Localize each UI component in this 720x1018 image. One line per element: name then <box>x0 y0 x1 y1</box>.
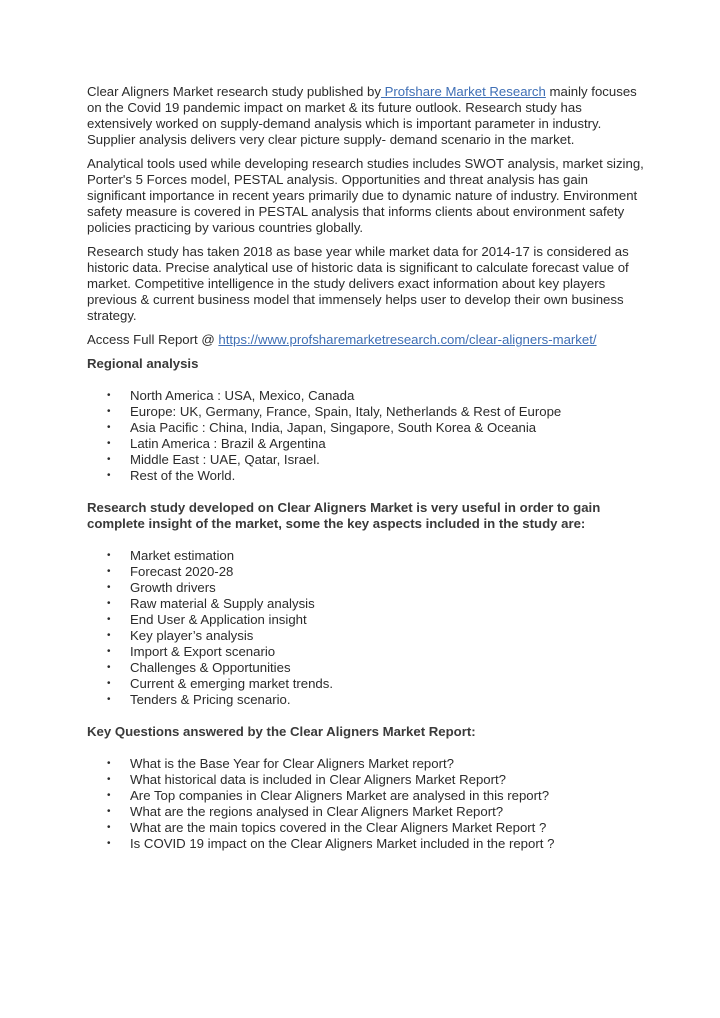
list-item <box>87 692 647 708</box>
list-item-text: Tenders & Pricing scenario. <box>130 692 291 707</box>
list-item-text: Forecast 2020-28 <box>130 564 234 579</box>
list-item-text: Latin America : Brazil & Argentina <box>130 436 326 451</box>
list-item-text: Raw material & Supply analysis <box>130 596 315 611</box>
bullet-icon: • <box>107 774 111 785</box>
bullet-icon: • <box>107 390 111 401</box>
bullet-icon: • <box>107 582 111 593</box>
list-item-text: Asia Pacific : China, India, Japan, Singapore, South Korea & Oceania <box>130 420 537 435</box>
list-item-text: North America : USA, Mexico, Canada <box>130 388 355 403</box>
bullet-icon: • <box>107 614 111 625</box>
list-item-text: What is the Base Year for Clear Aligners Market report? <box>130 756 454 771</box>
intro-text-end: mainly focuses on the Covid 19 pandemic impact on market & its future outlook. Research study has extensively worked on supply-demand analysis which is important parameter in industry. Supplier analysis delivers very clear picture supply- demand scenario in the market. <box>87 84 637 147</box>
list-item-text: What historical data is included in Clear Aligners Market Report? <box>130 772 507 787</box>
list-item <box>87 548 647 564</box>
list-item-text: Are Top companies in Clear Aligners Market are analysed in this report? <box>130 788 550 803</box>
list-item <box>87 468 647 484</box>
intro-paragraph-3: Research study has taken 2018 as base year while market data for 2014-17 is considered as historic data. Precise analytical use of historic data is significant to calculate forecast value of market. Competitive intelligence in the study delivers exact information about key players previous & current business model that immensely helps user to develop their own business strategy. <box>87 244 629 323</box>
list-item-text: Current & emerging market trends. <box>130 676 334 691</box>
bullet-icon: • <box>107 454 111 465</box>
bullet-icon: • <box>107 646 111 657</box>
bullet-icon: • <box>107 678 111 689</box>
report-url-link[interactable]: https://www.profsharemarketresearch.com/clear-aligners-market/ <box>218 332 597 347</box>
intro-text-start: Clear Aligners Market research study published by <box>87 84 381 99</box>
list-item-text: Middle East : UAE, Qatar, Israel. <box>130 452 320 467</box>
list-item <box>87 804 647 820</box>
profshare-link[interactable]: Profshare Market Research <box>380 84 546 99</box>
intro-paragraph-1 <box>87 84 647 148</box>
regional-heading: Regional analysis <box>87 356 199 371</box>
list-item-text: End User & Application insight <box>130 612 307 627</box>
list-item-text: Growth drivers <box>130 580 216 595</box>
document-page <box>87 84 647 868</box>
list-item-text: What are the main topics covered in the Clear Aligners Market Report ? <box>130 820 547 835</box>
access-label: Access Full Report @ <box>87 332 219 347</box>
bullet-icon: • <box>107 662 111 673</box>
list-item-text: What are the regions analysed in Clear Aligners Market Report? <box>130 804 504 819</box>
bullet-icon: • <box>107 694 111 705</box>
list-item-text: Europe: UK, Germany, France, Spain, Italy, Netherlands & Rest of Europe <box>130 404 562 419</box>
list-item <box>87 388 647 404</box>
list-item <box>87 820 647 836</box>
intro-paragraph-2: Analytical tools used while developing research studies includes SWOT analysis, market sizing, Porter's 5 Forces model, PESTAL analysis. Opportunities and threat analysis has gain significant importance in recent years primarily due to dynamic nature of industry. Environment safety measure is covered in PESTAL analysis that informs clients about environment safety policies practicing by various countries globally. <box>87 156 644 235</box>
bullet-icon: • <box>107 438 111 449</box>
list-item <box>87 676 647 692</box>
bullet-icon: • <box>107 550 111 561</box>
regional-list <box>87 388 647 484</box>
bullet-icon: • <box>107 822 111 833</box>
list-item-text: Market estimation <box>130 548 235 563</box>
list-item <box>87 836 647 852</box>
bullet-icon: • <box>107 422 111 433</box>
list-item <box>87 644 647 660</box>
list-item <box>87 404 647 420</box>
list-item-text: Key player’s analysis <box>130 628 254 643</box>
aspects-list <box>87 548 647 708</box>
access-report-line <box>87 332 647 348</box>
bullet-icon: • <box>107 790 111 801</box>
list-item <box>87 612 647 628</box>
bullet-icon: • <box>107 406 111 417</box>
list-item <box>87 788 647 804</box>
list-item <box>87 596 647 612</box>
questions-list <box>87 756 647 852</box>
bullet-icon: • <box>107 598 111 609</box>
questions-heading: Key Questions answered by the Clear Aligners Market Report: <box>87 724 476 739</box>
bullet-icon: • <box>107 758 111 769</box>
bullet-icon: • <box>107 566 111 577</box>
list-item-text: Rest of the World. <box>130 468 236 483</box>
list-item-text: Import & Export scenario <box>130 644 276 659</box>
list-item <box>87 772 647 788</box>
bullet-icon: • <box>107 470 111 481</box>
aspects-heading: Research study developed on Clear Aligners Market is very useful in order to gain complete insight of the market, some the key aspects included in the study are: <box>87 500 601 531</box>
list-item <box>87 452 647 468</box>
list-item <box>87 564 647 580</box>
list-item <box>87 756 647 772</box>
list-item <box>87 628 647 644</box>
bullet-icon: • <box>107 806 111 817</box>
list-item <box>87 660 647 676</box>
list-item <box>87 436 647 452</box>
list-item-text: Challenges & Opportunities <box>130 660 291 675</box>
bullet-icon: • <box>107 630 111 641</box>
bullet-icon: • <box>107 838 111 849</box>
list-item-text: Is COVID 19 impact on the Clear Aligners Market included in the report ? <box>130 836 555 851</box>
list-item <box>87 580 647 596</box>
list-item <box>87 420 647 436</box>
